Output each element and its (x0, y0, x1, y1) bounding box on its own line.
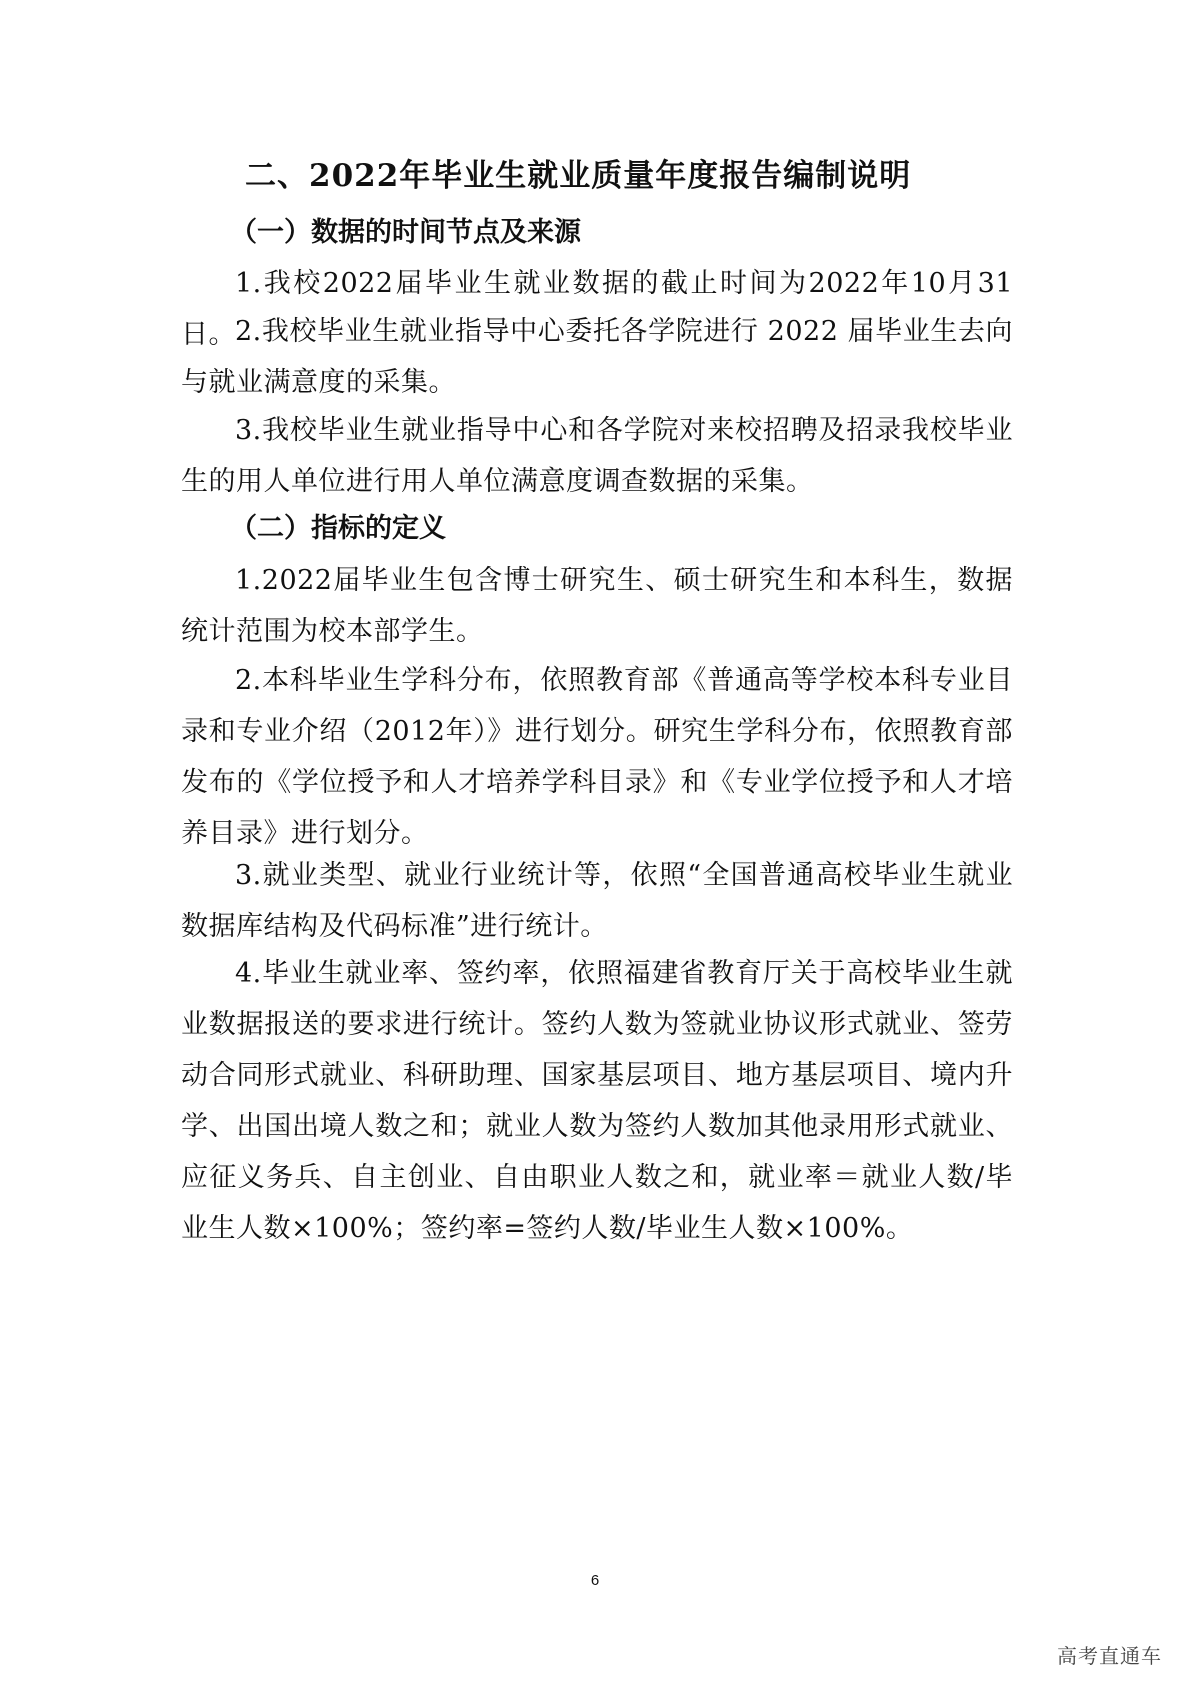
paragraph-employment-rate: 4.毕业生就业率、签约率，依照福建省教育厅关于高校毕业生就业数据报送的要求进行统计。签约人数为签就业协议形式就业、签劳动合同形式就业、科研助理、国家基层项目、地方基层项目、境内升学、出国出境人数之和；就业人数为签约人数加其他录用形式就业、应征义务兵、自主创业、自由职业人数之和，就业率＝就业人数/毕业生人数×100%；签约率=签约人数/毕业生人数×100%。 (181, 958, 1013, 1244)
paragraph-employer-survey: 3.我校毕业生就业指导中心和各学院对来校招聘及招录我校毕业生的用人单位进行用人单位满意度调查数据的采集。 (181, 415, 1013, 497)
section-heading-data-source: （一）数据的时间节点及来源 (230, 217, 581, 248)
paragraph-data-cutoff: 1.我校2022届毕业生就业数据的截止时间为2022年10月31日。 (181, 268, 1013, 350)
document-title: 二、2022年毕业生就业质量年度报告编制说明 (245, 158, 912, 194)
paragraph-discipline-distribution: 2.本科毕业生学科分布，依照教育部《普通高等学校本科专业目录和专业介绍（2012年）》进行划分。研究生学科分布，依照教育部发布的《学位授予和人才培养学科目录》和《专业学位授予和人才培养目录》进行划分。 (181, 665, 1013, 849)
paragraph-graduate-scope: 1.2022届毕业生包含博士研究生、硕士研究生和本科生，数据统计范围为校本部学生。 (181, 565, 1013, 647)
paragraph-data-collection: 2.我校毕业生就业指导中心委托各学院进行 2022 届毕业生去向与就业满意度的采集。 (181, 316, 1013, 398)
paragraph-employment-type: 3.就业类型、就业行业统计等，依照“全国普通高校毕业生就业数据库结构及代码标准”进行统计。 (181, 860, 1013, 942)
page-number: 6 (590, 1572, 600, 1589)
watermark-text: 高考直通车 (1057, 1644, 1162, 1668)
section-heading-definitions: （二）指标的定义 (230, 513, 446, 544)
